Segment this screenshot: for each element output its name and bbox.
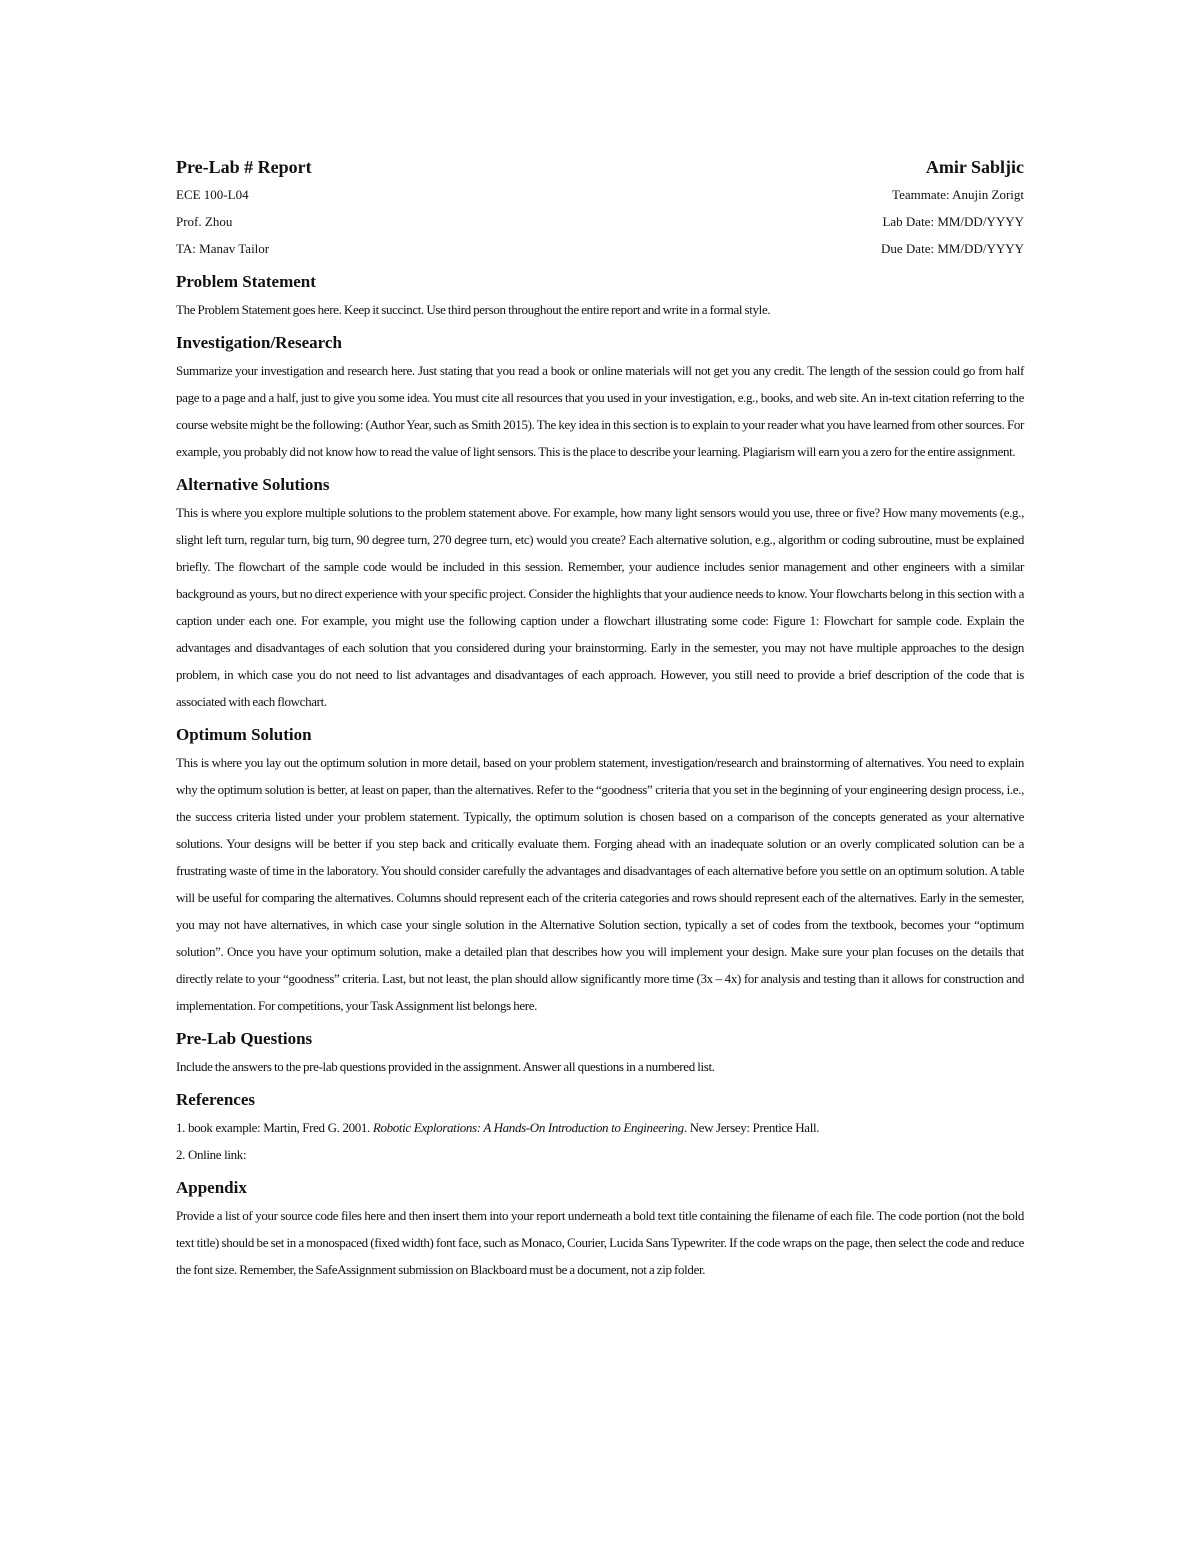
alternative-solutions-body: This is where you explore multiple solutions to the problem statement above. For example, how many light sensors would you use, three or five? How many movements (e.g., slight left turn, regular turn, big turn, 90 degree turn, 270 degree turn, etc) would you create? Each alternative solution, e.g., algorithm or coding subroutine, must be explained briefly. The flowchart of the sample code would be included in this session. Remember, your audience includes senior management and other engineers with a similar background as yours, but no direct experience with your specific project. Consider the highlights that your audience needs to know. Your flowcharts belong in this section with a caption under each one. For example, you might use the following caption under a flowchart illustrating some code: Figure 1: Flowchart for sample code. Explain the advantages and disadvantages of each solution that you considered during your brainstorming. Early in the semester, you may not have multiple approaches to the design problem, in which case you do not need to list advantages and disadvantages of each approach. However, you still need to provide a brief description of the code that is associated with each flowchart. [176,505,1024,709]
reference-book-prefix: 1. book example: Martin, Fred G. 2001. [176,1120,373,1135]
optimum-solution-body: This is where you lay out the optimum solution in more detail, based on your problem statement, investigation/research and brainstorming of alternatives. You need to explain why the optimum solution is better, at least on paper, than the alternatives. Refer to the “goodness” criteria that you set in the beginning of your engineering design process, i.e., the success criteria listed under your problem statement. Typically, the optimum solution is chosen based on a comparison of the concepts generated as your alternative solutions. Your designs will be better if you step back and critically evaluate them. Forging ahead with an inadequate solution or an overly complicated solution can be a frustrating waste of time in the laboratory. You should consider carefully the advantages and disadvantages of each alternative before you settle on an optimum solution. A table will be useful for comparing the alternatives. Columns should represent each of the criteria categories and rows should represent each of the alternatives. Early in the semester, you may not have alternatives, in which case your single solution in the Alternative Solution section, typically a set of codes from the textbook, becomes your “optimum solution”. Once you have your optimum solution, make a detailed plan that describes how you will implement your design. Make sure your plan focuses on the details that directly relate to your “goodness” criteria. Last, but not least, the plan should allow significantly more time (3x – 4x) for analysis and testing than it allows for construction and implementation. For competitions, your Task Assignment list belongs here. [176,755,1024,1013]
report-title: Pre-Lab # Report [176,157,312,177]
appendix-body: Provide a list of your source code files here and then insert them into your report underneath a bold text title containing the filename of each file. The code portion (not the bold text title) should be set in a monospaced (fixed width) font face, such as Monaco, Courier, Lucida Sans Typewriter. If the code wraps on the page, then select the code and reduce the font size. Remember, the SafeAssignment submission on Blackboard must be a document, not a zip folder. [176,1208,1024,1277]
prelab-questions-heading: Pre-Lab Questions [176,1029,313,1048]
appendix-heading: Appendix [176,1178,247,1197]
header-row-professor [176,208,1024,235]
reference-book-title: Robotic Explorations: A Hands-On Introduction to Engineering [372,1120,684,1135]
lab-date: Lab Date: MM/DD/YYYY [882,214,1024,229]
professor: Prof. Zhou [176,214,233,229]
references-heading: References [176,1090,255,1109]
reference-item-online: 2. Online link: [176,1147,247,1162]
header-row-ta [176,235,1024,262]
reference-book-suffix: . New Jersey: Prentice Hall. [683,1120,820,1135]
author-name: Amir Sabljic [925,157,1024,177]
due-date: Due Date: MM/DD/YYYY [881,241,1024,256]
header-row-course [176,181,1024,208]
alternative-solutions-heading: Alternative Solutions [176,475,330,494]
teammate: Teammate: Anujin Zorigt [892,187,1024,202]
document-page [176,154,1024,1283]
teaching-assistant: TA: Manav Tailor [176,241,270,256]
reference-item-book [176,1114,1024,1141]
course-code: ECE 100-L04 [176,187,249,202]
problem-statement-heading: Problem Statement [176,272,316,291]
investigation-body: Summarize your investigation and research here. Just stating that you read a book or online materials will not get you any credit. The length of the session could go from half page to a page and a half, just to give you some idea. You must cite all resources that you used in your investigation, e.g., books, and web site. An in-text citation referring to the course website might be the following: (Author Year, such as Smith 2015). The key idea in this section is to explain to your reader what you have learned from other sources. For example, you probably did not know how to read the value of light sensors. This is the place to describe your learning. Plagiarism will earn you a zero for the entire assignment. [176,363,1024,459]
optimum-solution-heading: Optimum Solution [176,725,312,744]
investigation-heading: Investigation/Research [176,333,342,352]
problem-statement-body: The Problem Statement goes here. Keep it succinct. Use third person throughout the entire report and write in a formal style. [176,302,771,317]
prelab-questions-body: Include the answers to the pre-lab questions provided in the assignment. Answer all questions in a numbered list. [176,1059,715,1074]
header-title-row [176,154,1024,181]
